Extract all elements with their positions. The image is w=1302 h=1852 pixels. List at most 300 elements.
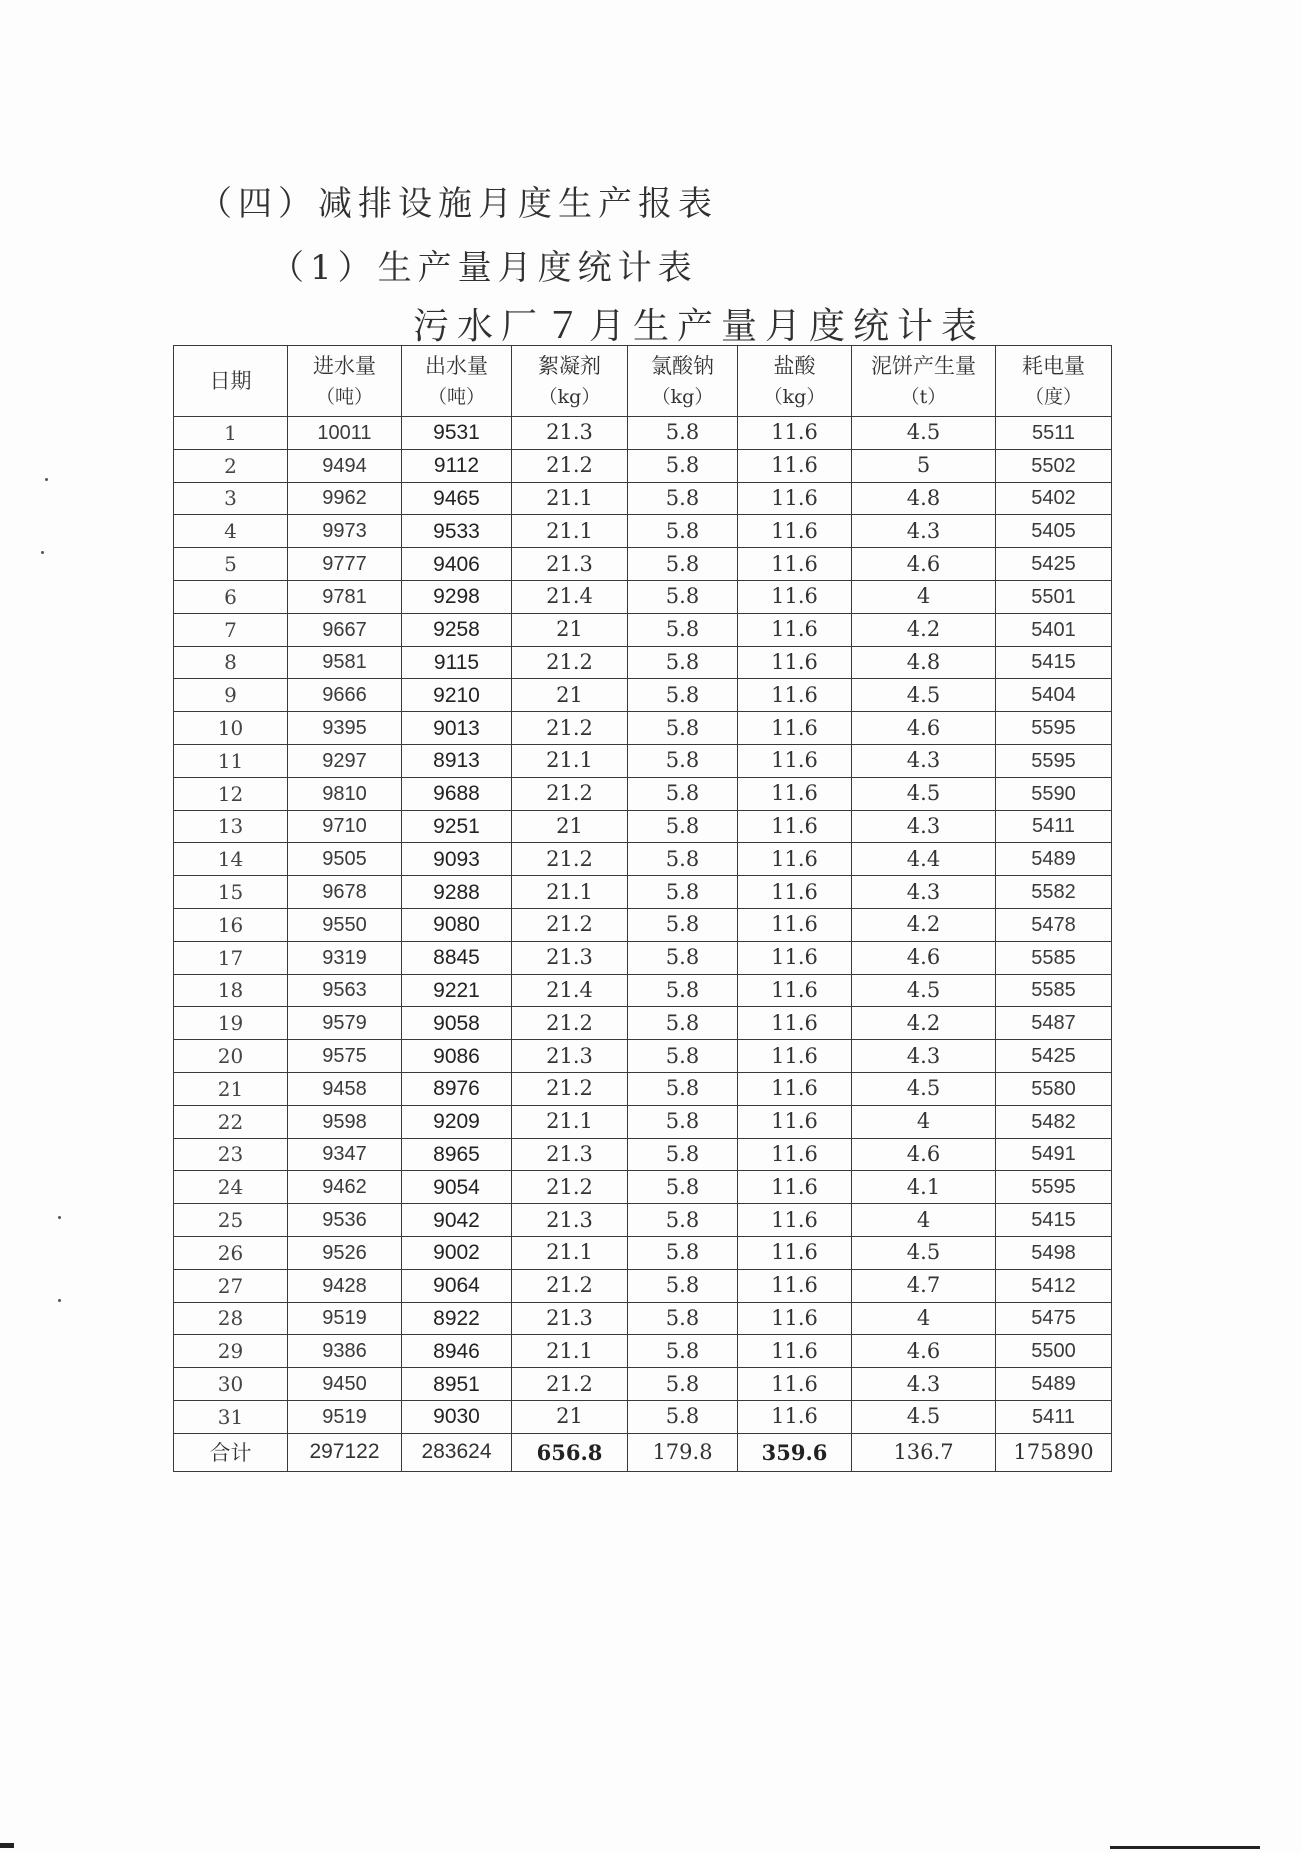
cell-power: 5595 [996, 744, 1112, 777]
cell-power: 5412 [996, 1269, 1112, 1302]
cell-power: 5489 [996, 843, 1112, 876]
scan-speck [41, 551, 44, 554]
cell-chlorate: 5.8 [628, 548, 738, 581]
table-row [174, 777, 1112, 810]
cell-chlorate: 5.8 [628, 1400, 738, 1433]
table-row [174, 1302, 1112, 1335]
cell-chlorate: 5.8 [628, 908, 738, 941]
cell-power: 5590 [996, 777, 1112, 810]
cell-flocculant: 21.1 [512, 515, 628, 548]
header-hcl-label: 盐酸 [773, 354, 816, 378]
cell-date: 22 [174, 1105, 288, 1138]
scan-speck [45, 478, 48, 481]
cell-date: 28 [174, 1302, 288, 1335]
cell-chlorate: 5.8 [628, 679, 738, 712]
cell-sludge: 4.2 [852, 1007, 996, 1040]
cell-chlorate: 5.8 [628, 1302, 738, 1335]
cell-flocculant: 21.2 [512, 1171, 628, 1204]
cell-sludge: 4.6 [852, 548, 996, 581]
cell-chlorate: 5.8 [628, 1269, 738, 1302]
cell-power: 5595 [996, 712, 1112, 745]
totals-row [174, 1433, 1112, 1471]
cell-hcl: 11.6 [738, 679, 852, 712]
cell-flocculant: 21.3 [512, 941, 628, 974]
cell-water-in: 9710 [288, 810, 402, 843]
cell-chlorate: 5.8 [628, 712, 738, 745]
cell-chlorate: 5.8 [628, 1040, 738, 1073]
cell-chlorate: 5.8 [628, 580, 738, 613]
cell-power: 5405 [996, 515, 1112, 548]
cell-sludge: 4.5 [852, 1400, 996, 1433]
header-chlorate-unit: （kg） [651, 385, 714, 408]
subsection-heading: （1）生产量月度统计表 [270, 248, 698, 288]
cell-date: 31 [174, 1400, 288, 1433]
cell-chlorate: 5.8 [628, 646, 738, 679]
cell-hcl: 11.6 [738, 876, 852, 909]
cell-water-out: 8946 [402, 1335, 512, 1368]
table-row [174, 1236, 1112, 1269]
cell-flocculant: 21.2 [512, 646, 628, 679]
cell-water-in: 9505 [288, 843, 402, 876]
cell-flocculant: 21.2 [512, 777, 628, 810]
cell-water-out: 9465 [402, 482, 512, 515]
cell-power: 5411 [996, 810, 1112, 843]
cell-water-out: 8951 [402, 1368, 512, 1401]
cell-power: 5585 [996, 941, 1112, 974]
cell-water-out: 8976 [402, 1072, 512, 1105]
cell-hcl: 11.6 [738, 548, 852, 581]
cell-flocculant: 21.2 [512, 1072, 628, 1105]
cell-water-in: 9526 [288, 1236, 402, 1269]
cell-flocculant: 21.1 [512, 1335, 628, 1368]
cell-water-out: 9251 [402, 810, 512, 843]
cell-sludge: 4.3 [852, 876, 996, 909]
cell-chlorate: 5.8 [628, 515, 738, 548]
cell-hcl: 11.6 [738, 646, 852, 679]
header-water-in-unit: （吨） [315, 385, 373, 408]
cell-water-out: 9688 [402, 777, 512, 810]
header-water-out-unit: （吨） [427, 385, 485, 408]
cell-date: 23 [174, 1138, 288, 1171]
cell-water-in: 9550 [288, 908, 402, 941]
cell-chlorate: 5.8 [628, 482, 738, 515]
cell-sludge: 4.2 [852, 908, 996, 941]
table-title: 污水厂７月生产量月度统计表 [413, 306, 986, 347]
header-date: 日期 [174, 346, 288, 417]
cell-water-in: 9598 [288, 1105, 402, 1138]
cell-hcl: 11.6 [738, 515, 852, 548]
cell-date: 18 [174, 974, 288, 1007]
cell-water-in: 9319 [288, 941, 402, 974]
cell-water-out: 9115 [402, 646, 512, 679]
cell-date: 26 [174, 1236, 288, 1269]
cell-chlorate: 5.8 [628, 1105, 738, 1138]
cell-water-out: 9531 [402, 417, 512, 450]
cell-hcl: 11.6 [738, 1007, 852, 1040]
cell-chlorate: 5.8 [628, 941, 738, 974]
cell-water-out: 8913 [402, 744, 512, 777]
cell-sludge: 4 [852, 580, 996, 613]
table-row [174, 613, 1112, 646]
cell-flocculant: 21.2 [512, 1368, 628, 1401]
cell-chlorate: 5.8 [628, 810, 738, 843]
cell-water-out: 9288 [402, 876, 512, 909]
cell-power: 5401 [996, 613, 1112, 646]
cell-sludge: 4 [852, 1302, 996, 1335]
cell-hcl: 11.6 [738, 613, 852, 646]
header-flocculant-unit: （kg） [538, 385, 601, 408]
header-power-label: 耗电量 [1022, 354, 1085, 378]
cell-date: 2 [174, 449, 288, 482]
cell-flocculant: 21 [512, 679, 628, 712]
total-hcl: 359.6 [738, 1433, 852, 1471]
cell-power: 5582 [996, 876, 1112, 909]
cell-water-out: 9054 [402, 1171, 512, 1204]
header-water-out [402, 346, 512, 417]
header-sludge-unit: （t） [900, 385, 947, 408]
header-hcl-unit: （kg） [763, 385, 826, 408]
cell-sludge: 4.5 [852, 417, 996, 450]
cell-flocculant: 21.4 [512, 580, 628, 613]
cell-flocculant: 21.2 [512, 449, 628, 482]
cell-power: 5487 [996, 1007, 1112, 1040]
cell-power: 5425 [996, 1040, 1112, 1073]
total-water-in: 297122 [288, 1433, 402, 1471]
section-heading: （四）减排设施月度生产报表 [198, 184, 718, 224]
cell-sludge: 4.3 [852, 744, 996, 777]
cell-date: 17 [174, 941, 288, 974]
cell-date: 21 [174, 1072, 288, 1105]
cell-water-in: 9458 [288, 1072, 402, 1105]
cell-date: 13 [174, 810, 288, 843]
cell-water-out: 9533 [402, 515, 512, 548]
cell-sludge: 4.2 [852, 613, 996, 646]
cell-hcl: 11.6 [738, 1269, 852, 1302]
cell-flocculant: 21.2 [512, 712, 628, 745]
cell-sludge: 4.7 [852, 1269, 996, 1302]
cell-water-in: 9519 [288, 1302, 402, 1335]
table-row [174, 1368, 1112, 1401]
table-row [174, 876, 1112, 909]
cell-chlorate: 5.8 [628, 449, 738, 482]
total-water-out: 283624 [402, 1433, 512, 1471]
header-flocculant-label: 絮凝剂 [538, 354, 601, 378]
cell-chlorate: 5.8 [628, 1204, 738, 1237]
cell-sludge: 4.5 [852, 974, 996, 1007]
cell-date: 1 [174, 417, 288, 450]
table-body [174, 417, 1112, 1434]
cell-flocculant: 21.3 [512, 1204, 628, 1237]
cell-power: 5425 [996, 548, 1112, 581]
cell-flocculant: 21.1 [512, 482, 628, 515]
header-water-in-label: 进水量 [313, 354, 376, 378]
cell-hcl: 11.6 [738, 580, 852, 613]
cell-water-in: 9666 [288, 679, 402, 712]
total-sludge: 136.7 [852, 1433, 996, 1471]
cell-water-in: 9347 [288, 1138, 402, 1171]
cell-hcl: 11.6 [738, 810, 852, 843]
cell-date: 27 [174, 1269, 288, 1302]
cell-flocculant: 21.3 [512, 417, 628, 450]
cell-water-out: 9042 [402, 1204, 512, 1237]
cell-water-in: 9519 [288, 1400, 402, 1433]
cell-date: 29 [174, 1335, 288, 1368]
table-row [174, 1335, 1112, 1368]
table-row [174, 482, 1112, 515]
cell-flocculant: 21.1 [512, 744, 628, 777]
cell-flocculant: 21.1 [512, 876, 628, 909]
table-row [174, 810, 1112, 843]
cell-hcl: 11.6 [738, 1072, 852, 1105]
cell-chlorate: 5.8 [628, 417, 738, 450]
cell-sludge: 4.5 [852, 1072, 996, 1105]
cell-date: 4 [174, 515, 288, 548]
header-sludge-label: 泥饼产生量 [871, 354, 976, 378]
cell-hcl: 11.6 [738, 1236, 852, 1269]
cell-hcl: 11.6 [738, 1204, 852, 1237]
cell-water-in: 9579 [288, 1007, 402, 1040]
cell-power: 5482 [996, 1105, 1112, 1138]
header-chlorate-label: 氯酸钠 [651, 354, 714, 378]
cell-date: 9 [174, 679, 288, 712]
cell-sludge: 4.6 [852, 941, 996, 974]
cell-chlorate: 5.8 [628, 1335, 738, 1368]
cell-hcl: 11.6 [738, 777, 852, 810]
cell-power: 5411 [996, 1400, 1112, 1433]
cell-sludge: 4.6 [852, 1335, 996, 1368]
table-row [174, 1138, 1112, 1171]
cell-water-in: 9781 [288, 580, 402, 613]
cell-water-out: 9210 [402, 679, 512, 712]
cell-power: 5500 [996, 1335, 1112, 1368]
cell-hcl: 11.6 [738, 1368, 852, 1401]
cell-date: 8 [174, 646, 288, 679]
cell-power: 5580 [996, 1072, 1112, 1105]
header-hcl [738, 346, 852, 417]
table-row [174, 1204, 1112, 1237]
cell-power: 5585 [996, 974, 1112, 1007]
cell-power: 5595 [996, 1171, 1112, 1204]
table-row [174, 744, 1112, 777]
cell-hcl: 11.6 [738, 1138, 852, 1171]
cell-date: 20 [174, 1040, 288, 1073]
cell-date: 3 [174, 482, 288, 515]
cell-power: 5478 [996, 908, 1112, 941]
cell-power: 5502 [996, 449, 1112, 482]
cell-hcl: 11.6 [738, 712, 852, 745]
cell-chlorate: 5.8 [628, 744, 738, 777]
cell-hcl: 11.6 [738, 1105, 852, 1138]
cell-water-in: 9973 [288, 515, 402, 548]
header-water-in [288, 346, 402, 417]
cell-water-in: 9810 [288, 777, 402, 810]
cell-power: 5498 [996, 1236, 1112, 1269]
cell-flocculant: 21.2 [512, 1007, 628, 1040]
cell-chlorate: 5.8 [628, 1072, 738, 1105]
cell-flocculant: 21.2 [512, 908, 628, 941]
cell-chlorate: 5.8 [628, 1236, 738, 1269]
cell-flocculant: 21.1 [512, 1105, 628, 1138]
cell-chlorate: 5.8 [628, 777, 738, 810]
cell-water-in: 9962 [288, 482, 402, 515]
cell-date: 11 [174, 744, 288, 777]
cell-water-out: 9258 [402, 613, 512, 646]
cell-water-in: 9395 [288, 712, 402, 745]
cell-flocculant: 21.3 [512, 1040, 628, 1073]
table-row [174, 1105, 1112, 1138]
cell-date: 5 [174, 548, 288, 581]
cell-date: 16 [174, 908, 288, 941]
cell-flocculant: 21.3 [512, 1138, 628, 1171]
cell-hcl: 11.6 [738, 449, 852, 482]
cell-date: 6 [174, 580, 288, 613]
cell-date: 12 [174, 777, 288, 810]
scan-edge-mark [0, 1843, 14, 1848]
table-row [174, 580, 1112, 613]
cell-chlorate: 5.8 [628, 974, 738, 1007]
cell-date: 15 [174, 876, 288, 909]
cell-hcl: 11.6 [738, 843, 852, 876]
cell-sludge: 5 [852, 449, 996, 482]
cell-water-out: 9112 [402, 449, 512, 482]
cell-sludge: 4.8 [852, 482, 996, 515]
cell-flocculant: 21.3 [512, 1302, 628, 1335]
cell-power: 5511 [996, 417, 1112, 450]
cell-power: 5415 [996, 1204, 1112, 1237]
cell-date: 30 [174, 1368, 288, 1401]
cell-hcl: 11.6 [738, 482, 852, 515]
cell-water-in: 9450 [288, 1368, 402, 1401]
table-row [174, 941, 1112, 974]
cell-water-out: 9058 [402, 1007, 512, 1040]
cell-hcl: 11.6 [738, 744, 852, 777]
cell-sludge: 4.5 [852, 1236, 996, 1269]
production-stats-table [173, 345, 1112, 1472]
cell-power: 5489 [996, 1368, 1112, 1401]
table-row [174, 679, 1112, 712]
cell-sludge: 4 [852, 1105, 996, 1138]
cell-chlorate: 5.8 [628, 1368, 738, 1401]
cell-water-out: 9080 [402, 908, 512, 941]
table-row [174, 908, 1112, 941]
cell-hcl: 11.6 [738, 1040, 852, 1073]
cell-sludge: 4.1 [852, 1171, 996, 1204]
cell-water-in: 9678 [288, 876, 402, 909]
table-row [174, 712, 1112, 745]
cell-water-in: 9297 [288, 744, 402, 777]
cell-water-out: 8845 [402, 941, 512, 974]
cell-chlorate: 5.8 [628, 1171, 738, 1204]
cell-water-in: 9667 [288, 613, 402, 646]
table-row [174, 1400, 1112, 1433]
cell-date: 10 [174, 712, 288, 745]
cell-water-out: 9030 [402, 1400, 512, 1433]
cell-sludge: 4.6 [852, 712, 996, 745]
cell-power: 5475 [996, 1302, 1112, 1335]
table-row [174, 515, 1112, 548]
cell-sludge: 4 [852, 1204, 996, 1237]
scan-speck [58, 1299, 61, 1302]
scan-speck [58, 1216, 61, 1219]
header-sludge [852, 346, 996, 417]
cell-flocculant: 21.1 [512, 1236, 628, 1269]
header-chlorate [628, 346, 738, 417]
cell-sludge: 4.8 [852, 646, 996, 679]
cell-water-out: 9064 [402, 1269, 512, 1302]
cell-power: 5501 [996, 580, 1112, 613]
cell-water-in: 9462 [288, 1171, 402, 1204]
cell-flocculant: 21 [512, 613, 628, 646]
cell-sludge: 4.4 [852, 843, 996, 876]
cell-sludge: 4.6 [852, 1138, 996, 1171]
cell-flocculant: 21.3 [512, 548, 628, 581]
cell-sludge: 4.3 [852, 810, 996, 843]
total-power: 175890 [996, 1433, 1112, 1471]
cell-hcl: 11.6 [738, 1400, 852, 1433]
total-flocculant: 656.8 [512, 1433, 628, 1471]
table-header-row [174, 346, 1112, 417]
cell-water-out: 9093 [402, 843, 512, 876]
header-water-out-label: 出水量 [425, 354, 488, 378]
cell-hcl: 11.6 [738, 1335, 852, 1368]
table-row [174, 1007, 1112, 1040]
scan-edge-mark [1110, 1846, 1260, 1849]
cell-power: 5402 [996, 482, 1112, 515]
header-power [996, 346, 1112, 417]
cell-chlorate: 5.8 [628, 876, 738, 909]
cell-hcl: 11.6 [738, 908, 852, 941]
cell-sludge: 4.5 [852, 777, 996, 810]
cell-water-out: 8965 [402, 1138, 512, 1171]
cell-flocculant: 21 [512, 810, 628, 843]
cell-flocculant: 21.4 [512, 974, 628, 1007]
cell-water-out: 9406 [402, 548, 512, 581]
table-row [174, 1040, 1112, 1073]
cell-date: 25 [174, 1204, 288, 1237]
totals-label: 合计 [174, 1433, 288, 1471]
cell-sludge: 4.3 [852, 515, 996, 548]
cell-power: 5404 [996, 679, 1112, 712]
cell-date: 14 [174, 843, 288, 876]
cell-hcl: 11.6 [738, 1171, 852, 1204]
cell-water-out: 9298 [402, 580, 512, 613]
cell-chlorate: 5.8 [628, 1007, 738, 1040]
table-row [174, 646, 1112, 679]
cell-chlorate: 5.8 [628, 843, 738, 876]
cell-hcl: 11.6 [738, 1302, 852, 1335]
cell-date: 19 [174, 1007, 288, 1040]
header-power-unit: （度） [1024, 385, 1082, 408]
cell-water-out: 9209 [402, 1105, 512, 1138]
cell-water-in: 9563 [288, 974, 402, 1007]
cell-water-out: 9002 [402, 1236, 512, 1269]
cell-hcl: 11.6 [738, 417, 852, 450]
cell-chlorate: 5.8 [628, 1138, 738, 1171]
table-row [174, 1072, 1112, 1105]
cell-hcl: 11.6 [738, 941, 852, 974]
cell-water-in: 9777 [288, 548, 402, 581]
cell-date: 7 [174, 613, 288, 646]
cell-power: 5491 [996, 1138, 1112, 1171]
cell-water-in: 9575 [288, 1040, 402, 1073]
cell-flocculant: 21.2 [512, 843, 628, 876]
header-flocculant [512, 346, 628, 417]
cell-water-in: 9494 [288, 449, 402, 482]
cell-power: 5415 [996, 646, 1112, 679]
table-row [174, 1171, 1112, 1204]
cell-flocculant: 21.2 [512, 1269, 628, 1302]
cell-water-in: 9581 [288, 646, 402, 679]
